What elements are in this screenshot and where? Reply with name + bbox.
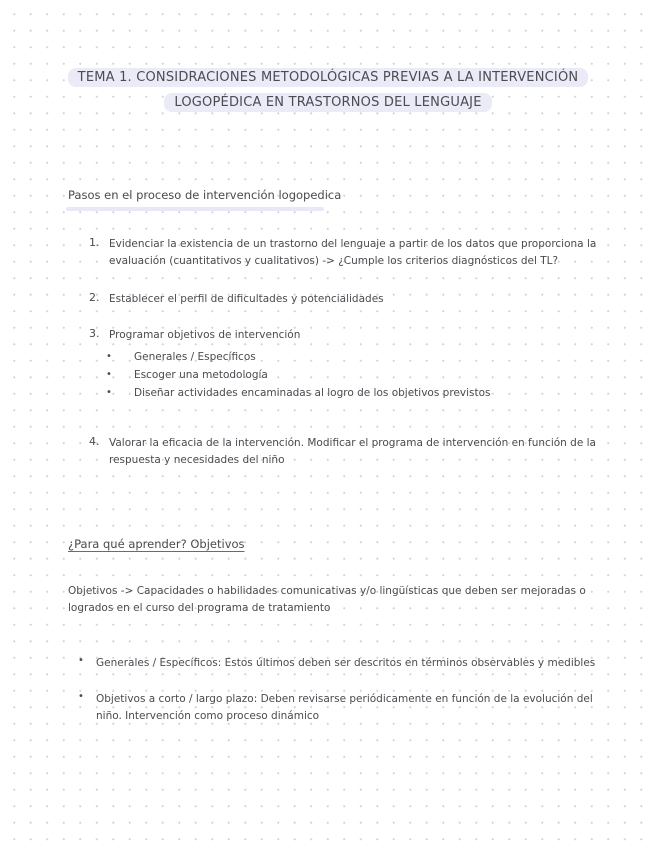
step-text: Programar objetivos de intervención [109, 329, 301, 341]
page-title-line-1 [0, 70, 656, 85]
list-item: Generales / Específicos: Estos últimos deben ser descritos en términos observables y medibles [96, 657, 596, 669]
sub-list-item-text: Diseñar actividades encaminadas al logro de los objetivos previstos [134, 387, 491, 399]
bullet-icon: • [78, 655, 84, 666]
step-number: 3. [89, 327, 100, 340]
step-number: 1. [89, 236, 100, 249]
step-text: Establecer el perfil de dificultades y potencialidades [109, 293, 384, 305]
sub-list-item [118, 369, 268, 381]
page-title-line-2 [0, 95, 656, 110]
step-number: 2. [89, 291, 100, 304]
title-text-2: LOGOPÉDICA EN TRASTORNOS DEL LENGUAJE [164, 93, 491, 112]
heading-highlight [66, 207, 324, 211]
sub-list-item-text: Generales / Específicos [134, 351, 256, 363]
list-item: Objetivos a corto / largo plazo: Deben revisarse periódicamente en función de la evolución del niño. Intervención como proceso dinámico [96, 693, 593, 722]
sub-list-item [118, 351, 256, 363]
step-text: Evidenciar la existencia de un trastorno del lenguaje a partir de los datos que proporciona la evaluación (cuantitativos y cualitativos) -> ¿Cumple los criterios diagnósticos del TL? [109, 238, 597, 267]
sub-list-item-text: Escoger una metodología [134, 369, 268, 381]
step-text: Valorar la eficacia de la intervención. Modificar el programa de intervención en función de la respuesta y necesidades del niño [109, 437, 596, 466]
sub-list-item [118, 387, 490, 399]
bullet-icon: • [78, 691, 84, 702]
section-heading-objetivos: ¿Para qué aprender? Objetivos [68, 537, 245, 551]
objetivos-definition: Objetivos -> Capacidades o habilidades comunicativas y/o lingüísticas que deben ser mejoradas o logrados en el curso del programa de tratamiento [68, 585, 586, 614]
step-number: 4. [89, 435, 100, 448]
title-text-1: TEMA 1. CONSIDRACIONES METODOLÓGICAS PREVIAS A LA INTERVENCIÓN [68, 68, 589, 87]
section-heading-pasos: Pasos en el proceso de intervención logopedica [68, 188, 342, 202]
